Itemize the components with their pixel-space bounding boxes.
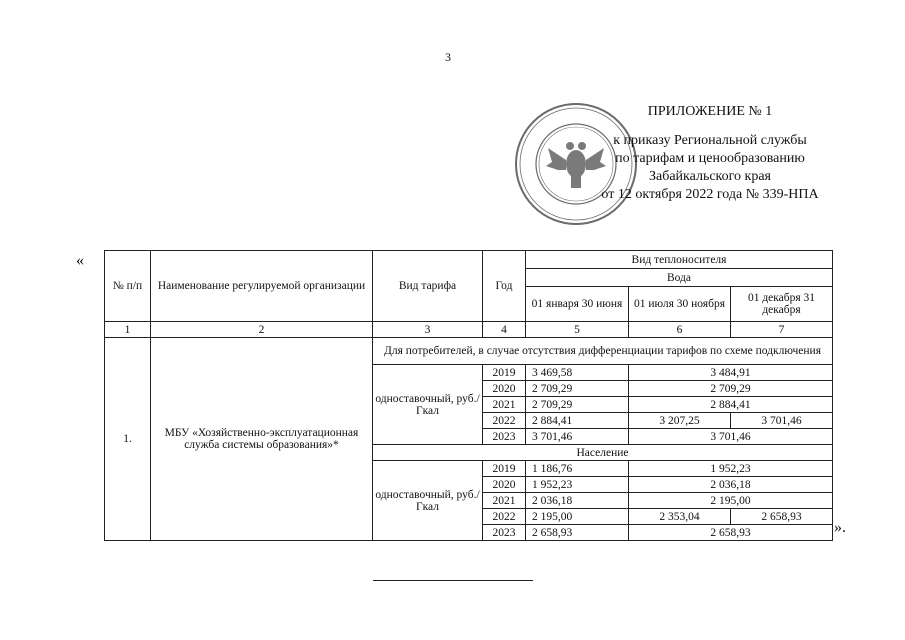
tariff-table bbox=[104, 250, 833, 541]
value-cell: 3 484,91 bbox=[629, 365, 833, 381]
value-cell: 3 701,46 bbox=[731, 413, 833, 429]
header-water: Вода bbox=[526, 269, 833, 287]
value-cell: 2 658,93 bbox=[731, 509, 833, 525]
opening-quote: « bbox=[76, 252, 84, 269]
tariff-type: одноставочный, руб./Гкал bbox=[373, 461, 483, 541]
value-cell: 2 353,04 bbox=[629, 509, 731, 525]
value-cell: 1 952,23 bbox=[629, 461, 833, 477]
value-cell: 2 709,29 bbox=[526, 397, 629, 413]
column-number: 6 bbox=[629, 322, 731, 338]
appendix-title: ПРИЛОЖЕНИЕ № 1 bbox=[647, 104, 773, 119]
value-cell: 3 701,46 bbox=[629, 429, 833, 445]
closing-quote: ». bbox=[834, 519, 846, 536]
value-cell: 2 036,18 bbox=[526, 493, 629, 509]
value-cell: 3 207,25 bbox=[629, 413, 731, 429]
header-org: Наименование регулируемой организации bbox=[151, 251, 373, 322]
appendix-line-2: по тарифам и ценообразованию bbox=[615, 151, 805, 166]
column-number: 3 bbox=[373, 322, 483, 338]
column-number-row bbox=[105, 322, 833, 338]
footnote-separator bbox=[373, 580, 533, 581]
value-cell: 2 884,41 bbox=[629, 397, 833, 413]
section-title-consumers: Для потребителей, в случае отсутствия дифференциации тарифов по схеме подключения bbox=[373, 338, 833, 365]
appendix-line-4: от 12 октября 2022 года № 339-НПА bbox=[601, 187, 819, 202]
value-cell: 1 952,23 bbox=[526, 477, 629, 493]
appendix-header bbox=[590, 103, 830, 204]
column-number: 4 bbox=[483, 322, 526, 338]
value-cell: 2 709,29 bbox=[629, 381, 833, 397]
value-cell: 2 195,00 bbox=[526, 509, 629, 525]
header-period-1: 01 января 30 июня bbox=[526, 287, 629, 322]
year-cell: 2019 bbox=[483, 365, 526, 381]
value-cell: 1 186,76 bbox=[526, 461, 629, 477]
value-cell: 2 884,41 bbox=[526, 413, 629, 429]
value-cell: 2 658,93 bbox=[629, 525, 833, 541]
year-cell: 2023 bbox=[483, 429, 526, 445]
value-cell: 3 469,58 bbox=[526, 365, 629, 381]
year-cell: 2022 bbox=[483, 413, 526, 429]
year-cell: 2023 bbox=[483, 525, 526, 541]
header-carrier: Вид теплоносителя bbox=[526, 251, 833, 269]
section-title-population: Население bbox=[373, 445, 833, 461]
appendix-line-3: Забайкальского края bbox=[648, 169, 771, 184]
header-num: № п/п bbox=[105, 251, 151, 322]
row-number: 1. bbox=[105, 338, 151, 541]
year-cell: 2019 bbox=[483, 461, 526, 477]
column-number: 7 bbox=[731, 322, 833, 338]
page-number: 3 bbox=[445, 50, 451, 64]
year-cell: 2022 bbox=[483, 509, 526, 525]
column-number: 1 bbox=[105, 322, 151, 338]
tariff-type: одноставочный, руб./Гкал bbox=[373, 365, 483, 445]
year-cell: 2020 bbox=[483, 381, 526, 397]
header-period-2: 01 июля 30 ноября bbox=[629, 287, 731, 322]
appendix-line-1: к приказу Региональной службы bbox=[613, 133, 807, 148]
column-number: 5 bbox=[526, 322, 629, 338]
organization-name: МБУ «Хозяйственно-эксплуатационная служба системы образования»* bbox=[151, 338, 373, 541]
year-cell: 2020 bbox=[483, 477, 526, 493]
header-tariff-type: Вид тарифа bbox=[373, 251, 483, 322]
value-cell: 2 195,00 bbox=[629, 493, 833, 509]
value-cell: 2 709,29 bbox=[526, 381, 629, 397]
header-period-3: 01 декабря 31 декабря bbox=[731, 287, 833, 322]
value-cell: 2 036,18 bbox=[629, 477, 833, 493]
column-number: 2 bbox=[151, 322, 373, 338]
value-cell: 3 701,46 bbox=[526, 429, 629, 445]
header-year: Год bbox=[483, 251, 526, 322]
year-cell: 2021 bbox=[483, 397, 526, 413]
value-cell: 2 658,93 bbox=[526, 525, 629, 541]
year-cell: 2021 bbox=[483, 493, 526, 509]
